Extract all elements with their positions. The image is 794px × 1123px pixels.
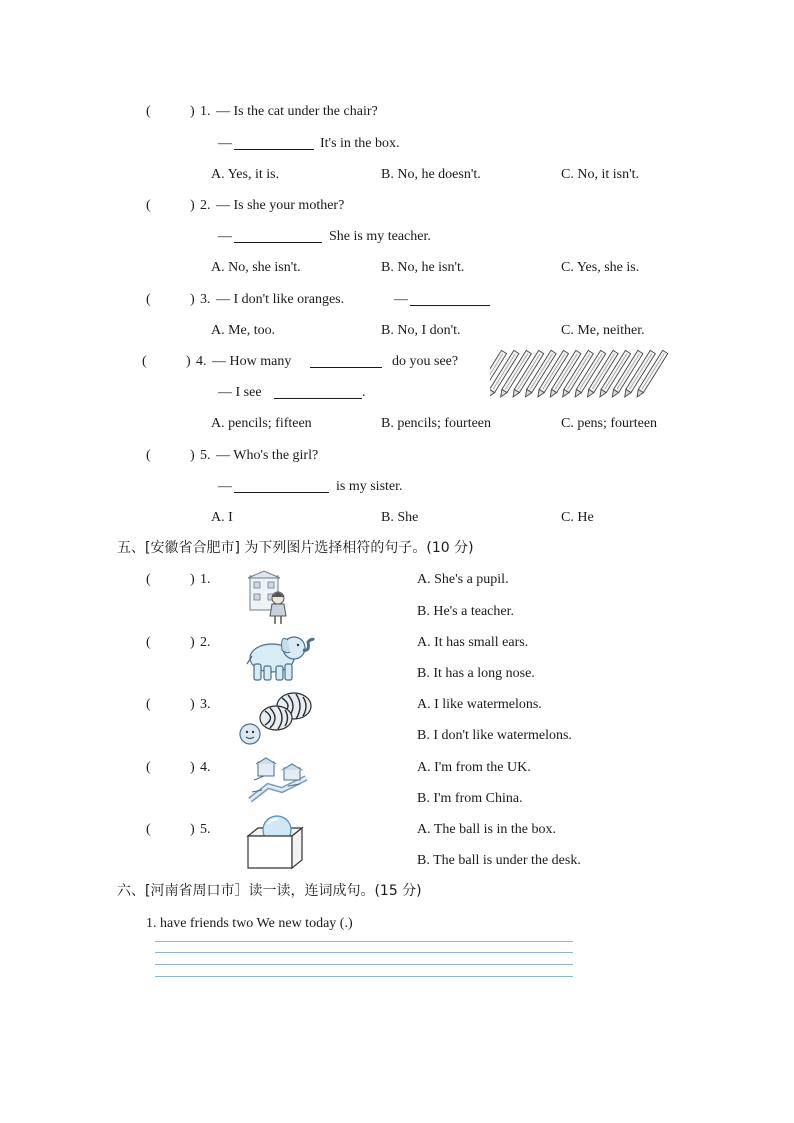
answer-suffix: It's in the box.	[320, 136, 400, 151]
question-text: — Is the cat under the chair?	[216, 104, 378, 119]
answer-blank-2[interactable]	[274, 386, 362, 399]
answer-prefix: —	[218, 136, 232, 151]
answer-paren-open: (	[146, 822, 151, 837]
answer-suffix: .	[362, 385, 366, 400]
school-girl-icon	[246, 570, 302, 626]
option-b: B. No, he doesn't.	[381, 167, 481, 182]
answer-blank[interactable]	[234, 480, 329, 493]
pencils-icon	[490, 348, 682, 404]
choice-a: A. She's a pupil.	[417, 572, 509, 587]
question-number: 4.	[196, 354, 207, 369]
answer-prefix: —	[218, 479, 232, 494]
answer-paren-open: (	[142, 354, 147, 369]
choice-b: B. I'm from China.	[417, 791, 523, 806]
option-c: C. He	[561, 510, 594, 525]
writing-line	[155, 964, 573, 965]
answer-paren-open: (	[146, 760, 151, 775]
question-number: 3.	[200, 292, 211, 307]
answer-paren-close: )	[190, 635, 195, 650]
answer-paren-open: (	[146, 104, 151, 119]
choice-a: A. I like watermelons.	[417, 697, 542, 712]
option-b: B. No, I don't.	[381, 323, 461, 338]
answer-paren-close: )	[190, 760, 195, 775]
answer-paren-close: )	[190, 198, 195, 213]
answer-blank-1[interactable]	[310, 355, 382, 368]
item-number: 2.	[200, 635, 211, 650]
answer-prefix: —	[394, 292, 408, 307]
word-order-question-1: 1. have friends two We new today (.)	[146, 916, 353, 931]
answer-paren-open: (	[146, 198, 151, 213]
writing-line	[155, 952, 573, 953]
option-b: B. She	[381, 510, 419, 525]
ball-in-box-icon	[244, 814, 306, 872]
answer-prefix: —	[218, 229, 232, 244]
option-a: A. Me, too.	[211, 323, 276, 338]
option-b: B. pencils; fourteen	[381, 416, 492, 431]
option-a: A. pencils; fifteen	[211, 416, 312, 431]
answer-blank[interactable]	[234, 230, 322, 243]
great-wall-icon	[248, 756, 310, 806]
option-c: C. No, it isn't.	[561, 167, 639, 182]
question-text-b: do you see?	[392, 354, 459, 369]
answer-paren-open: (	[146, 292, 151, 307]
choice-a: A. I'm from the UK.	[417, 760, 531, 775]
choice-b: B. I don't like watermelons.	[417, 728, 572, 743]
answer-paren-close: )	[190, 448, 195, 463]
answer-paren-close: )	[190, 104, 195, 119]
item-number: 4.	[200, 760, 211, 775]
section-5-heading: 五、[安徽省合肥市] 为下列图片选择相符的句子。(10 分)	[117, 540, 474, 556]
question-number: 2.	[200, 198, 211, 213]
answer-paren-open: (	[146, 448, 151, 463]
question-text: — Who's the girl?	[216, 448, 319, 463]
answer-paren-close: )	[190, 292, 195, 307]
answer-paren-close: )	[190, 572, 195, 587]
answer-paren-close: )	[190, 697, 195, 712]
writing-line	[155, 941, 573, 942]
choice-b: B. It has a long nose.	[417, 666, 535, 681]
choice-a: A. The ball is in the box.	[417, 822, 556, 837]
answer-paren-close: )	[186, 354, 191, 369]
option-a: A. No, she isn't.	[211, 260, 301, 275]
question-number: 1.	[200, 104, 211, 119]
answer-blank[interactable]	[410, 293, 490, 306]
section-6-heading: 六、[河南省周口市］读一读，连词成句。(15 分)	[117, 883, 422, 899]
watermelons-icon	[236, 690, 320, 748]
question-text: — I don't like oranges.	[216, 292, 345, 307]
answer-paren-open: (	[146, 572, 151, 587]
option-c: C. pens; fourteen	[561, 416, 658, 431]
choice-b: B. The ball is under the desk.	[417, 853, 581, 868]
answer-blank[interactable]	[234, 137, 314, 150]
answer-paren-open: (	[146, 697, 151, 712]
answer-paren-open: (	[146, 635, 151, 650]
choice-b: B. He's a teacher.	[417, 604, 514, 619]
elephant-icon	[244, 630, 316, 686]
item-number: 5.	[200, 822, 211, 837]
option-c: C. Me, neither.	[561, 323, 645, 338]
choice-a: A. It has small ears.	[417, 635, 529, 650]
answer-paren-close: )	[190, 822, 195, 837]
answer-prefix: — I see	[218, 385, 262, 400]
option-a: A. I	[211, 510, 233, 525]
option-a: A. Yes, it is.	[211, 167, 280, 182]
question-text: — Is she your mother?	[216, 198, 345, 213]
option-c: C. Yes, she is.	[561, 260, 640, 275]
question-number: 5.	[200, 448, 211, 463]
answer-suffix: She is my teacher.	[329, 229, 431, 244]
item-number: 1.	[200, 572, 211, 587]
question-text-a: — How many	[212, 354, 292, 369]
item-number: 3.	[200, 697, 211, 712]
writing-line	[155, 976, 573, 977]
answer-suffix: is my sister.	[336, 479, 403, 494]
option-b: B. No, he isn't.	[381, 260, 465, 275]
